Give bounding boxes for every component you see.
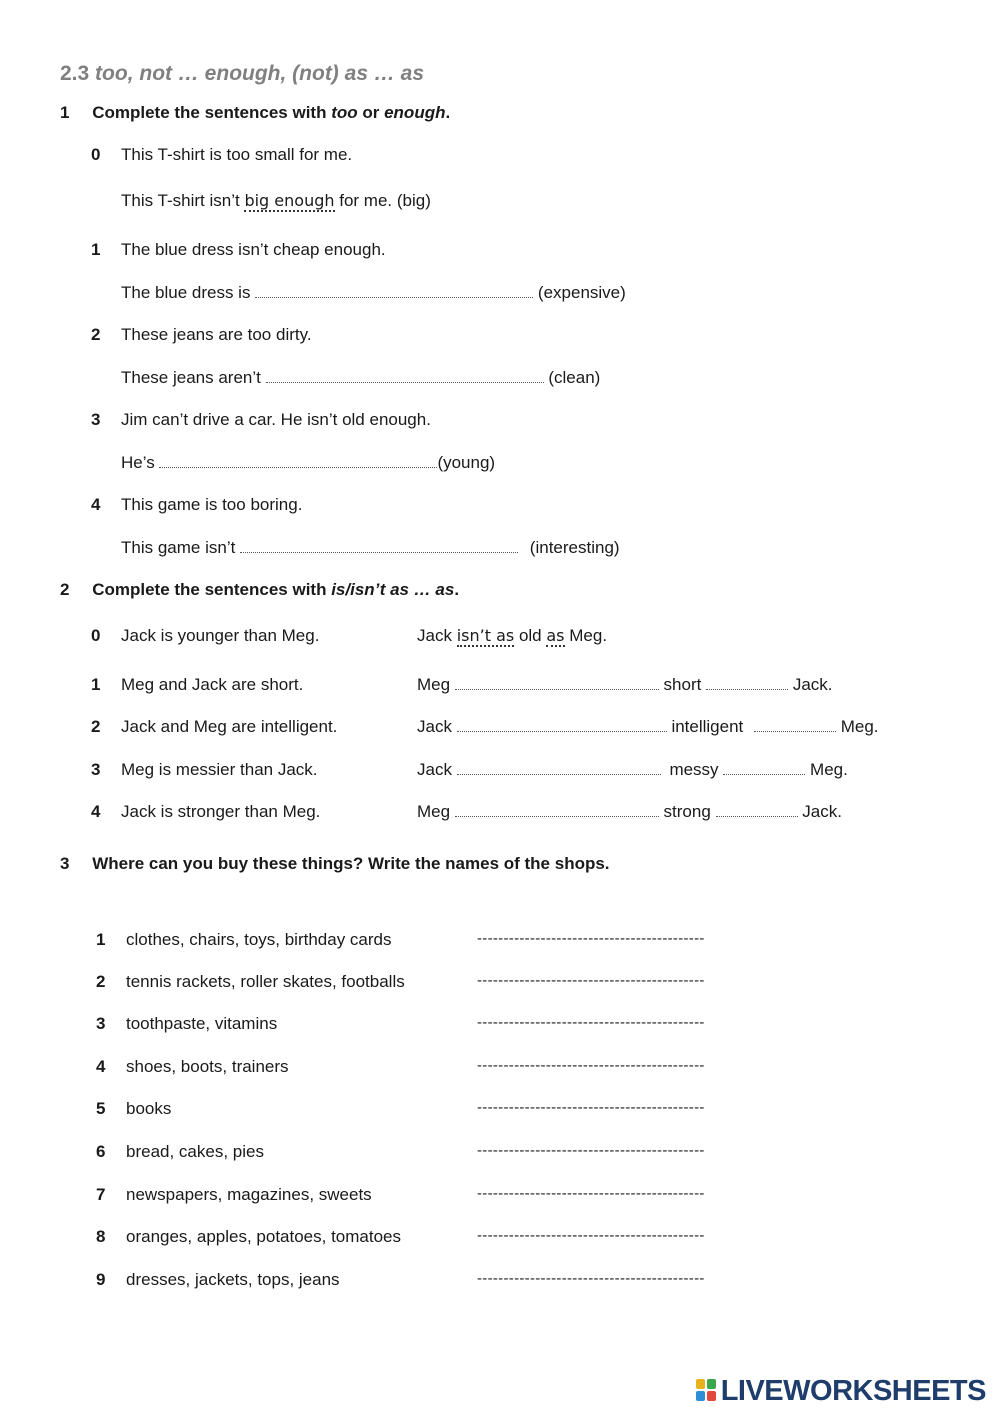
item-number: 2 [91, 325, 101, 344]
item-sentence: Jack and Meg are intelligent. [121, 717, 338, 736]
sentence-start: He’s [121, 453, 155, 472]
item-number: 3 [91, 760, 101, 779]
item-number: 1 [96, 930, 106, 949]
answer-blank[interactable] [266, 368, 544, 383]
answer-blank[interactable] [706, 675, 788, 690]
answer-blank[interactable] [455, 802, 659, 817]
item-number: 2 [91, 717, 101, 736]
hint-word: (expensive) [537, 283, 626, 302]
example-answer: isn’t as [456, 626, 515, 645]
instruction-mid: or [357, 103, 385, 122]
item-things: toothpaste, vitamins [126, 1014, 278, 1033]
object: Meg. [810, 760, 848, 779]
example-sentence: Jack is younger than Meg. [121, 626, 320, 645]
example-sentence: This T-shirt is too small for me. [121, 145, 353, 164]
item-number: 7 [96, 1185, 106, 1204]
example-answer: big enough [244, 191, 335, 210]
item-number: 8 [96, 1227, 106, 1246]
object: Meg. [840, 717, 879, 736]
sentence-start: The blue dress is [121, 283, 251, 302]
liveworksheets-logo-icon [696, 1379, 718, 1403]
section-number: 2.3 [60, 62, 90, 85]
item-number: 9 [96, 1270, 106, 1289]
adjective: strong [663, 802, 711, 821]
item-things: dresses, jackets, tops, jeans [126, 1270, 340, 1289]
item-sentence: Meg and Jack are short. [121, 675, 304, 694]
example-answer-line [417, 626, 607, 646]
item-sentence: Jim can’t drive a car. He isn’t old enough. [121, 410, 431, 429]
exercise-number: 1 [60, 103, 70, 122]
answer-blank[interactable] [240, 538, 518, 553]
sentence-end: for me. (big) [339, 191, 431, 210]
item-number: 4 [96, 1057, 106, 1076]
section-title: too, not … enough, (not) as … as [95, 62, 425, 85]
answer-blank[interactable] [457, 717, 667, 732]
exercise-2-heading [60, 580, 459, 600]
instruction: Complete the sentences with [92, 580, 332, 599]
exercise-3-heading [60, 854, 610, 874]
item-number: 3 [91, 410, 101, 429]
subject: Jack [417, 717, 452, 736]
answer-blank[interactable] [455, 675, 659, 690]
keyword-too: too [331, 103, 358, 122]
keyword-phrase: is/isn’t as … as [331, 580, 455, 599]
answer-blank[interactable]: ------------------------------------------- [477, 1142, 705, 1159]
item-sentence: The blue dress isn’t cheap enough. [121, 240, 386, 259]
item-things: shoes, boots, trainers [126, 1057, 289, 1076]
item-number: 0 [91, 626, 101, 645]
keyword-enough: enough [384, 103, 446, 122]
sentence-start: This T-shirt isn’t [121, 191, 240, 210]
object: Jack. [792, 675, 833, 694]
example-answer: as [546, 626, 565, 645]
item-things: oranges, apples, potatoes, tomatoes [126, 1227, 402, 1246]
answer-blank[interactable] [754, 717, 836, 732]
answer-blank[interactable] [723, 760, 805, 775]
answer-blank[interactable]: ------------------------------------------- [477, 1014, 705, 1031]
adjective: intelligent [671, 717, 744, 736]
liveworksheets-logo [696, 1375, 986, 1408]
hint-word: (interesting) [529, 538, 620, 557]
instruction-end: . [454, 580, 460, 599]
item-number: 1 [91, 240, 101, 259]
answer-line [121, 538, 620, 558]
answer-blank[interactable]: ------------------------------------------- [477, 1057, 705, 1074]
item-things: bread, cakes, pies [126, 1142, 264, 1161]
sentence-start: This game isn’t [121, 538, 236, 557]
item-things: newspapers, magazines, sweets [126, 1185, 372, 1204]
subject: Meg [417, 802, 451, 821]
instruction: Where can you buy these things? Write the names of the shops. [92, 854, 610, 873]
answer-line [121, 368, 600, 388]
adjective: old [518, 626, 542, 645]
item-number: 4 [91, 495, 101, 514]
item-sentence: These jeans are too dirty. [121, 325, 312, 344]
answer-blank[interactable]: ------------------------------------------- [477, 1227, 705, 1244]
answer-blank[interactable]: ------------------------------------------- [477, 1099, 705, 1116]
subject: Meg [417, 675, 451, 694]
exercise-number: 2 [60, 580, 70, 599]
sentence-start: These jeans aren’t [121, 368, 261, 387]
answer-line [121, 453, 495, 473]
exercise-1-heading [60, 103, 450, 123]
item-number: 1 [91, 675, 101, 694]
answer-line [417, 717, 879, 737]
answer-blank[interactable]: ------------------------------------------- [477, 1270, 705, 1287]
example-answer-line [121, 191, 431, 211]
adjective: short [663, 675, 702, 694]
item-things: clothes, chairs, toys, birthday cards [126, 930, 392, 949]
item-number: 0 [91, 145, 101, 164]
item-number: 5 [96, 1099, 106, 1118]
exercise-number: 3 [60, 854, 70, 873]
adjective: messy [669, 760, 719, 779]
page-title [60, 62, 424, 86]
answer-blank[interactable] [159, 453, 437, 468]
instruction: Complete the sentences with [92, 103, 332, 122]
subject: Jack [417, 626, 452, 645]
answer-line [417, 760, 848, 780]
item-number: 4 [91, 802, 101, 821]
answer-blank[interactable]: ------------------------------------------- [477, 1185, 705, 1202]
object: Meg. [569, 626, 608, 645]
logo-text: LIVEWORKSHEETS [720, 1375, 986, 1407]
hint-word: (clean) [548, 368, 601, 387]
hint-word: (young) [437, 453, 496, 472]
item-things: books [126, 1099, 172, 1118]
object: Jack. [802, 802, 842, 821]
item-number: 3 [96, 1014, 106, 1033]
answer-line [417, 802, 842, 822]
item-sentence: Jack is stronger than Meg. [121, 802, 321, 821]
answer-blank[interactable] [457, 760, 661, 775]
answer-blank[interactable] [716, 802, 798, 817]
answer-line [121, 283, 626, 303]
answer-blank[interactable]: ------------------------------------------- [477, 930, 705, 947]
item-sentence: Meg is messier than Jack. [121, 760, 318, 779]
answer-blank[interactable] [255, 283, 533, 298]
item-number: 2 [96, 972, 106, 991]
item-things: tennis rackets, roller skates, footballs [126, 972, 405, 991]
instruction-end: . [445, 103, 451, 122]
answer-line [417, 675, 833, 695]
answer-blank[interactable]: ------------------------------------------- [477, 972, 705, 989]
item-number: 6 [96, 1142, 106, 1161]
subject: Jack [417, 760, 452, 779]
item-sentence: This game is too boring. [121, 495, 303, 514]
